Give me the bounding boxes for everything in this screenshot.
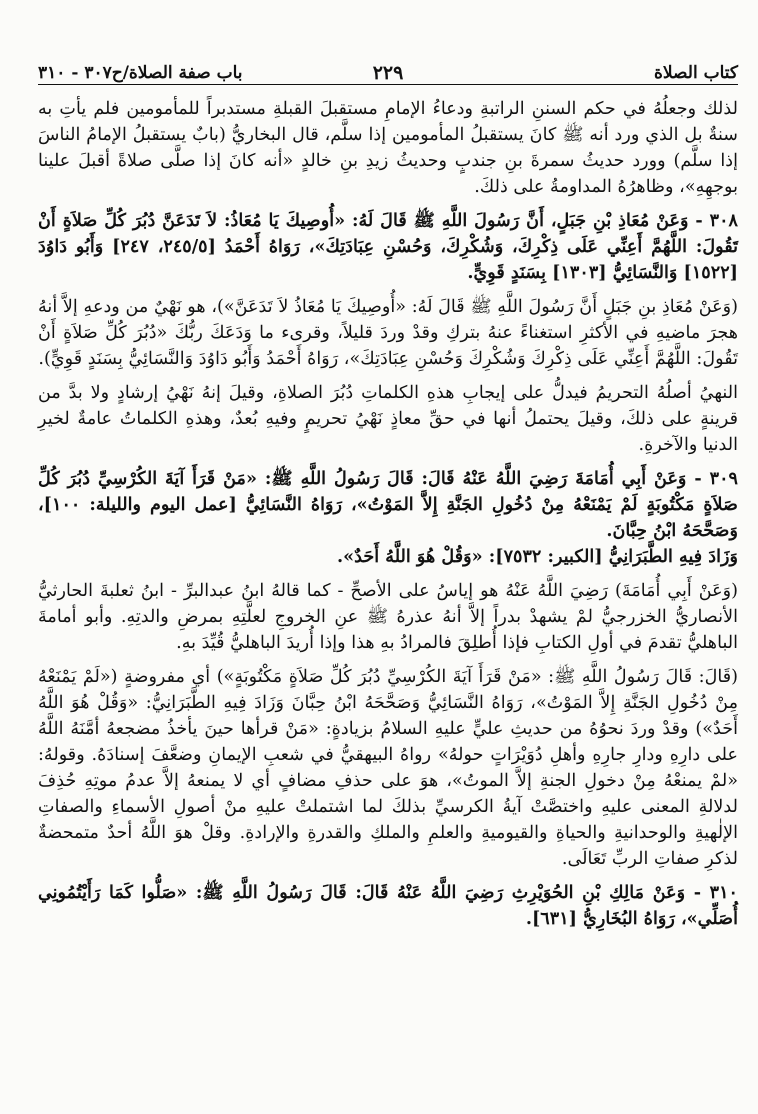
hadith-number: ٣١٠ (709, 882, 738, 903)
page-header (38, 58, 738, 85)
commentary-paragraph (38, 96, 738, 200)
commentary-paragraph (38, 380, 738, 458)
section-title: باب صفة الصلاة/ح٣٠٧ - ٣١٠ (38, 63, 243, 83)
commentary-paragraph (38, 294, 738, 372)
paragraph-text: (وَعَنْ أَبِي أُمَامَةَ) رَضِيَ اللَّهُ عَنْهُ هو إياسُ على الأصحِّ - كما قالهُ ابنُ عبدالبرِّ - ابنُ ثعلبةَ الحارثيُّ الأنصاريُّ الخزرجيُّ لمْ يشهدْ بدراً إلاَّ أنهُ عذرهُ ﷺ عنِ الخروجِ لعلَّتِهِ بمرضِ والدتِهِ. وأبو أمامةَ الباهليُّ تقدمَ في أولِ الكتابِ فإذا أُطلِقَ فالمرادُ بهِ هذا وإذا أُريدَ الباهليُّ قُيِّدَ بهِ. (38, 581, 738, 653)
hadith-number: ٣٠٩ (709, 468, 738, 489)
book-title: كتاب الصلاة (653, 63, 738, 83)
hadith-309 (38, 466, 738, 570)
hadith-number: ٣٠٨ (709, 210, 738, 231)
page-number: ٢٢٩ (372, 62, 404, 84)
hadith-text (38, 466, 738, 544)
hadith-text (38, 880, 738, 932)
paragraph-text: (وَعَنْ مُعَاذِ بنِ جَبَلٍ أَنَّ رَسُولَ اللَّهِ ﷺ قَالَ لَهُ: «أُوصِيكَ يَا مُعَاذُ لاَ تَدَعَنَّ»)، هو نَهْيٌ من ودعهِ إلاَّ أنهُ هجرَ ماضيهِ في الأكثرِ استغناءً عنهُ بتركِ وقدْ وردَ قليلاً، وقرىء ما وَدَعَكَ ربُّكَ «دُبُرَ كُلِّ صَلاَةٍ أَنْ تَقُولَ: اللَّهُمَّ أَعِنِّي عَلَى ذِكْرِكَ وَشُكْرِكَ وَحُسْنِ عِبَادَتِكَ»، رَوَاهُ أَحْمَدُ وَأَبُو دَاوُدَ وَالنَّسَائِيُّ بِسَنَدٍ قَوِيٍّ). (38, 297, 738, 369)
hadith-body: - وَعَنْ أَبِي أُمَامَةَ رَضِيَ اللَّهُ عَنْهُ قَالَ: قَالَ رَسُولُ اللَّهِ ﷺ: «مَنْ قَرَأَ آيَةَ الكُرْسِيِّ دُبُرَ كُلِّ صَلاَةٍ مَكْتُوبَةٍ لَمْ يَمْنَعْهُ مِنْ دُخُولِ الجَنَّةِ إِلاَّ المَوْتُ»، رَوَاهُ النَّسَائِيُّ [عمل اليوم والليلة: ١٠٠]، وَصَحَّحَهُ ابْنُ حِبَّانَ. (38, 468, 738, 541)
paragraph-text: النهيُ أصلُهُ التحريمُ فيدلُّ على إيجابِ هذهِ الكلماتِ دُبُرَ الصلاةِ، وقيلَ إنهُ نَهْيُ إرشادٍ ولا بدَّ من قرينةٍ على ذلكَ، وقيلَ يحتملُ أنها في حقِّ معاذٍ نَهْيُ تحريمٍ وفيهِ بُعدٌ، وهذهِ الكلماتُ عامةٌ لخيرِ الدنيا والآخرةِ. (38, 383, 738, 455)
commentary-paragraph (38, 578, 738, 656)
hadith-text (38, 208, 738, 286)
page-body (38, 96, 738, 940)
hadith-addition: وَزَادَ فِيهِ الطَّبَرَانِيُّ [الكبير: ٧٥٣٢]: «وَقُلْ هُوَ اللَّهُ أَحَدٌ». (337, 546, 738, 567)
hadith-310 (38, 880, 738, 932)
paragraph-text: لذلك وجعلُهُ في حكم السننِ الراتبةِ ودعاءُ الإمامِ مستقبلَ القبلةِ مستدبراً للمأمومين فلم يأتِ به سنةٌ بل الذي ورد أنه ﷺ كانَ يستقبلُ المأمومين إذا سلَّم، قال البخاريُّ (بابٌ يستقبلُ الإمامُ الناسَ إذا سلَّم) وورد حديثُ سمرةَ بنِ جندبٍ وحديثُ زيدِ بنِ خالدٍ «أنه كانَ إذا صلَّى صلاةً أقبلَ علينا بوجهِهِ»، وظاهرُهُ المداومةُ على ذلكَ. (38, 99, 738, 197)
paragraph-text: (قَالَ: قَالَ رَسُولُ اللَّهِ ﷺ: «مَنْ قَرَأَ آيَةَ الكُرْسِيِّ دُبُرَ كُلِّ صَلاَةٍ مَكْتُوبَةٍ») أي مفروضةٍ («لَمْ يَمْنَعْهُ مِنْ دُخُولِ الجَنَّةِ إِلاَّ المَوْتُ»، رَوَاهُ النَّسَائِيُّ وَصَحَّحَهُ ابْنُ حِبَّانَ وَزَادَ فِيهِ الطَّبَرَانِيُّ: «وَقُلْ هُوَ اللَّهُ أَحَدٌ») وقدْ وردَ نحوُهُ من حديثِ عليٍّ عليهِ السلامُ بزيادةٍ: «مَنْ قرأها حينَ يأخذُ مضجعهُ أمَّنَهُ اللَّهُ على دارِهِ ودارِ جارِهِ وأهلِ دُوَيْرَاتٍ حولهُ» رواهُ البيهقيُّ في شعبِ الإيمانِ وضعَّفَ إسنادَهُ. وقولهُ: «لمْ يمنعْهُ مِنْ دخولِ الجنةِ إلاَّ الموتُ»، هوَ على حذفِ مضافٍ أي لا يمنعهُ إلاَّ عدمُ موتِهِ حُذِفَ لدلالةِ المعنى عليهِ واختصَّتْ آيةُ الكرسيِّ بذلكَ لما اشتملتْ عليهِ منْ أصولِ الأسماءِ والصفاتِ الإلٰهيةِ والوحدانيةِ والحياةِ والقيوميةِ والعلمِ والملكِ والقدرةِ والإرادةِ. وقلْ هوَ اللَّهُ أحدٌ متمحضةٌ لذكرِ صفاتِ الربِّ تَعَالَى. (38, 667, 739, 869)
hadith-308 (38, 208, 738, 286)
commentary-paragraph (38, 664, 738, 872)
hadith-body: - وَعَنْ مُعَاذِ بْنِ جَبَلٍ، أَنَّ رَسُولَ اللَّهِ ﷺ قَالَ لَهُ: «أُوصِيكَ يَا مُعَاذُ: لاَ تَدَعَنَّ دُبُرَ كُلِّ صَلاَةٍ أَنْ تَقُولَ: اللَّهُمَّ أَعِنِّي عَلَى ذِكْرِكَ، وَشُكْرِكَ، وَحُسْنِ عِبَادَتِكَ»، رَوَاهُ أَحْمَدُ [٢٤٥/٥، ٢٤٧] وَأَبُو دَاوُدَ [١٥٢٢] وَالنَّسَائِيُّ [١٣٠٣] بِسَنَدٍ قَوِيٍّ. (38, 210, 738, 283)
hadith-body: - وَعَنْ مَالِكِ بْنِ الحُوَيْرِثِ رَضِيَ اللَّهُ عَنْهُ قَالَ: قَالَ رَسُولُ اللَّهِ ﷺ: «صَلُّوا كَمَا رَأَيْتُمُونِي أُصَلِّي»، رَوَاهُ البُخَارِيُّ [٦٣١]. (38, 882, 738, 929)
